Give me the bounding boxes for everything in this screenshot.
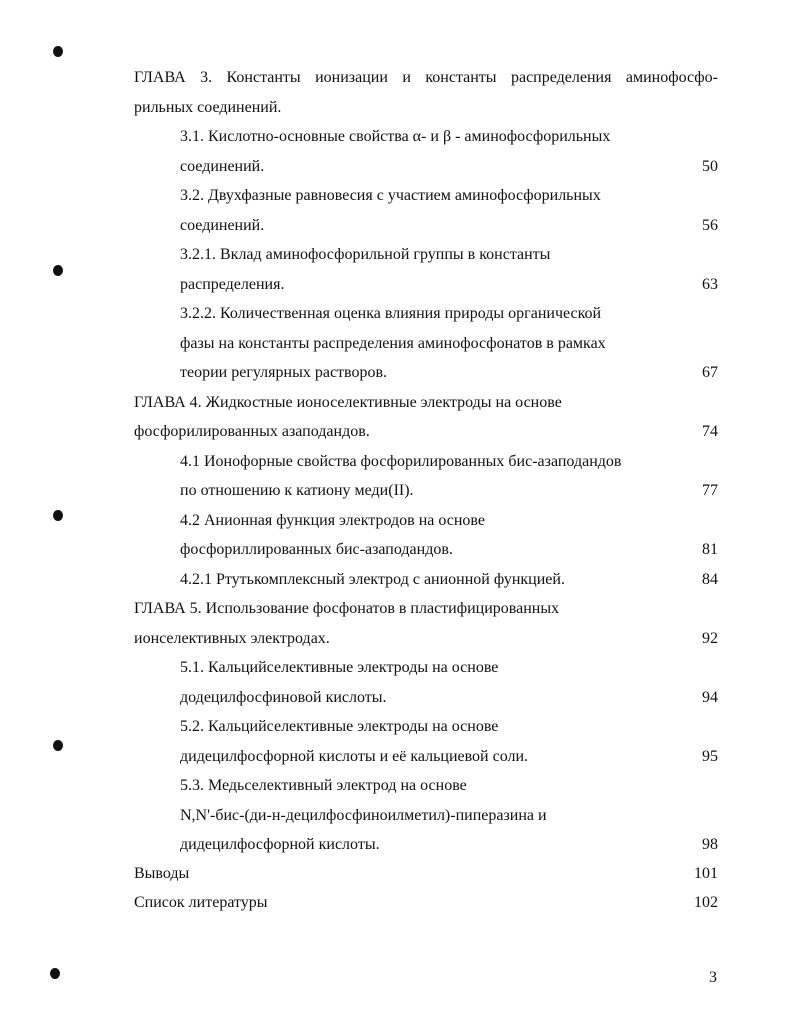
section-5-2-title: 5.2. Кальцийселективные электроды на основе — [180, 718, 499, 735]
section-5-1-page: 94 — [702, 689, 718, 706]
section-4-2-title-cont: фосфориллированных бис-азаподандов. — [180, 541, 453, 558]
page-number: 3 — [709, 969, 717, 986]
section-3-2-2-title-cont: фазы на константы распределения аминофосфонатов в рамках — [180, 335, 606, 352]
section-3-2-1-page: 63 — [702, 276, 718, 293]
section-3-2-2-title-cont-2: теории регулярных растворов. — [180, 364, 388, 381]
section-3-1-page: 50 — [702, 158, 718, 175]
punch-hole-2 — [53, 265, 63, 276]
section-5-3-title-cont-2: дидецилфосфорной кислоты. — [180, 836, 380, 853]
section-4-2-page: 81 — [702, 541, 718, 558]
section-3-2-1-title: 3.2.1. Вклад аминофосфорильной группы в константы — [180, 246, 551, 263]
chapter-3-title-cont: рильных соединений. — [134, 99, 282, 116]
section-5-3-page: 98 — [702, 836, 718, 853]
chapter-3-title: ГЛАВА 3. Константы ионизации и константы распределения аминофосфо- — [134, 69, 718, 86]
punch-hole-1 — [53, 46, 63, 57]
punch-hole-5 — [50, 968, 60, 979]
section-3-2-2-page: 67 — [702, 364, 718, 381]
section-4-1-title-cont: по отношению к катиону меди(II). — [180, 482, 414, 499]
section-3-2-1-title-cont: распределения. — [180, 276, 285, 293]
section-3-1-title: 3.1. Кислотно-основные свойства α- и β - аминофосфорильных — [180, 128, 611, 145]
section-3-2-title: 3.2. Двухфазные равновесия с участием аминофосфорильных — [180, 187, 601, 204]
references-page: 102 — [694, 894, 718, 911]
chapter-4-title-cont: фосфорилированных азаподандов. — [134, 423, 370, 440]
section-4-2-1-page: 84 — [702, 571, 718, 588]
section-5-2-page: 95 — [702, 748, 718, 765]
section-5-3-title: 5.3. Медьселективный электрод на основе — [180, 777, 467, 794]
chapter-4-title: ГЛАВА 4. Жидкостные ионоселективные электроды на основе — [134, 394, 562, 411]
section-3-1-title-cont: соединений. — [180, 158, 265, 175]
section-3-2-2-title: 3.2.2. Количественная оценка влияния природы органической — [180, 305, 602, 322]
references-title: Список литературы — [134, 894, 268, 911]
section-5-1-title: 5.1. Кальцийселективные электроды на основе — [180, 659, 499, 676]
chapter-5-page: 92 — [702, 630, 718, 647]
section-4-2-1-title: 4.2.1 Ртутькомплексный электрод с анионной функцией. — [180, 571, 565, 588]
chapter-4-page: 74 — [702, 423, 718, 440]
conclusions-title: Выводы — [134, 865, 190, 882]
chapter-5-title-cont: ионселективных электродах. — [134, 630, 330, 647]
section-3-2-title-cont: соединений. — [180, 217, 265, 234]
section-5-3-title-cont: N,N'-бис-(ди-н-децилфосфиноилметил)-пиперазина и — [180, 807, 547, 824]
section-4-1-title: 4.1 Ионофорные свойства фосфорилированных бис-азаподандов — [180, 453, 622, 470]
punch-hole-4 — [53, 740, 63, 751]
chapter-5-title: ГЛАВА 5. Использование фосфонатов в пластифицированных — [134, 600, 560, 617]
section-4-2-title: 4.2 Анионная функция электродов на основе — [180, 512, 485, 529]
conclusions-page: 101 — [694, 865, 718, 882]
section-5-1-title-cont: додецилфосфиновой кислоты. — [180, 689, 387, 706]
section-5-2-title-cont: дидецилфосфорной кислоты и её кальциевой соли. — [180, 748, 529, 765]
section-4-1-page: 77 — [702, 482, 718, 499]
section-3-2-page: 56 — [702, 217, 718, 234]
punch-hole-3 — [53, 510, 63, 521]
